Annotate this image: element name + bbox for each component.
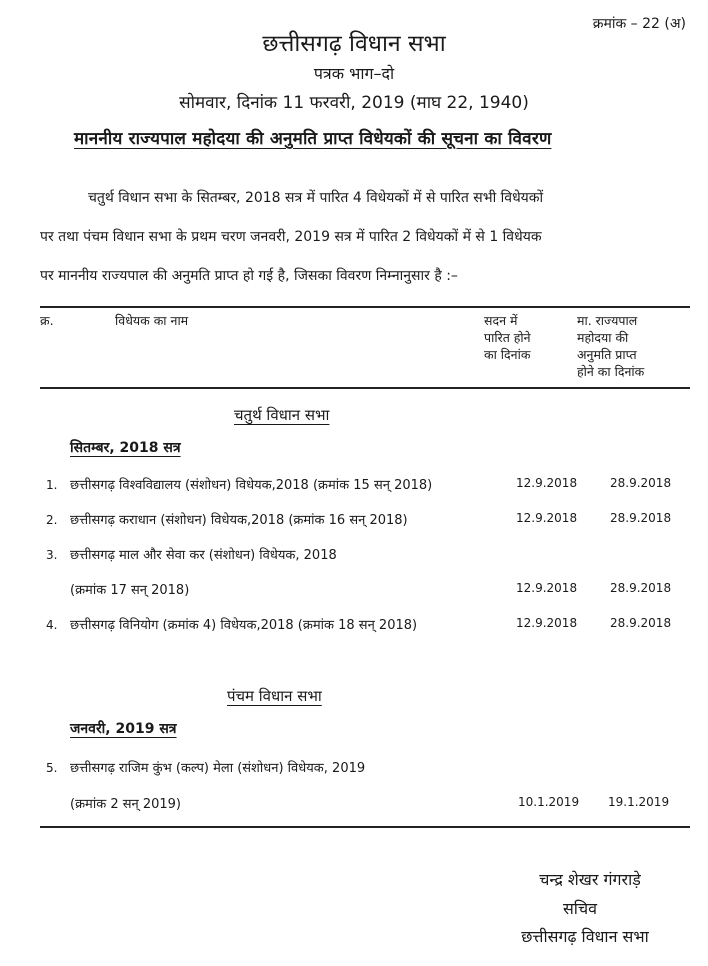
row-serial: 3. bbox=[46, 548, 58, 562]
column-header-serial: क्र. bbox=[40, 313, 54, 328]
assembly-heading: चतुर्थ विधान सभा bbox=[234, 406, 330, 424]
row-bill-name: छत्तीसगढ़ कराधान (संशोधन) विधेयक,2018 (क्रमांक 16 सन् 2018) bbox=[70, 513, 408, 528]
table-top-rule bbox=[40, 306, 690, 308]
column-header-passed-date bbox=[484, 312, 531, 363]
row-assent-date: 28.9.2018 bbox=[610, 511, 672, 525]
row-bill-name-continued: (क्रमांक 17 सन् 2018) bbox=[70, 583, 190, 598]
row-serial: 5. bbox=[46, 761, 58, 775]
session-heading: सितम्बर, 2018 सत्र bbox=[70, 440, 181, 456]
row-bill-name: छत्तीसगढ़ विनियोग (क्रमांक 4) विधेयक,2018 (क्रमांक 18 सन् 2018) bbox=[70, 618, 418, 633]
assembly-heading: पंचम विधान सभा bbox=[227, 687, 322, 705]
row-assent-date: 28.9.2018 bbox=[610, 581, 672, 595]
document-subtitle: पत्रक भाग–दो bbox=[313, 64, 395, 83]
document-title: छत्तीसगढ़ विधान सभा bbox=[262, 31, 446, 57]
document-reference-number: क्रमांक – 22 (अ) bbox=[592, 16, 686, 32]
column-header-line: महोदया की bbox=[577, 330, 629, 345]
row-bill-name: छत्तीसगढ़ माल और सेवा कर (संशोधन) विधेयक, 2018 bbox=[70, 548, 337, 563]
row-passed-date: 12.9.2018 bbox=[516, 511, 578, 525]
intro-line: पर माननीय राज्यपाल की अनुमति प्राप्त हो गई है, जिसका विवरण निम्नानुसार है :– bbox=[40, 268, 458, 284]
column-header-assent-date bbox=[577, 312, 644, 380]
row-passed-date: 10.1.2019 bbox=[518, 795, 580, 809]
session-heading: जनवरी, 2019 सत्र bbox=[70, 721, 177, 737]
column-header-line: मा. राज्यपाल bbox=[577, 313, 638, 328]
row-passed-date: 12.9.2018 bbox=[516, 581, 578, 595]
column-header-line: अनुमति प्राप्त bbox=[577, 347, 637, 362]
table-bottom-rule bbox=[40, 826, 690, 828]
row-assent-date: 19.1.2019 bbox=[608, 795, 670, 809]
row-serial: 2. bbox=[46, 513, 58, 527]
row-assent-date: 28.9.2018 bbox=[610, 616, 672, 630]
row-bill-name-continued: (क्रमांक 2 सन् 2019) bbox=[70, 797, 182, 812]
column-header-line: सदन में bbox=[484, 313, 518, 328]
column-header-name: विधेयक का नाम bbox=[115, 313, 189, 328]
table-header-bottom-rule bbox=[40, 387, 690, 389]
document-date: सोमवार, दिनांक 11 फरवरी, 2019 (माघ 22, 1940) bbox=[179, 93, 529, 113]
row-serial: 4. bbox=[46, 618, 58, 632]
row-serial: 1. bbox=[46, 478, 58, 492]
row-passed-date: 12.9.2018 bbox=[516, 476, 578, 490]
intro-line: चतुर्थ विधान सभा के सितम्बर, 2018 सत्र में पारित 4 विधेयकों में से पारित सभी विधेयकों bbox=[88, 190, 544, 206]
row-assent-date: 28.9.2018 bbox=[610, 476, 672, 490]
row-bill-name: छत्तीसगढ़ राजिम कुंभ (कल्प) मेला (संशोधन) विधेयक, 2019 bbox=[70, 761, 366, 776]
document-heading: माननीय राज्यपाल महोदया की अनुमति प्राप्त विधेयकों की सूचना का विवरण bbox=[74, 129, 552, 149]
signatory-office: छत्तीसगढ़ विधान सभा bbox=[521, 927, 649, 946]
row-passed-date: 12.9.2018 bbox=[516, 616, 578, 630]
intro-line: पर तथा पंचम विधान सभा के प्रथम चरण जनवरी, 2019 सत्र में पारित 2 विधेयकों में से 1 विधेयक bbox=[40, 229, 542, 245]
signatory-name: चन्द्र शेखर गंगराड़े bbox=[539, 870, 641, 889]
row-bill-name: छत्तीसगढ़ विश्वविद्यालय (संशोधन) विधेयक,2018 (क्रमांक 15 सन् 2018) bbox=[70, 478, 433, 493]
signatory-designation: सचिव bbox=[562, 899, 598, 918]
column-header-line: का दिनांक bbox=[484, 347, 531, 362]
column-header-line: पारित होने bbox=[484, 330, 531, 345]
column-header-line: होने का दिनांक bbox=[577, 364, 645, 379]
